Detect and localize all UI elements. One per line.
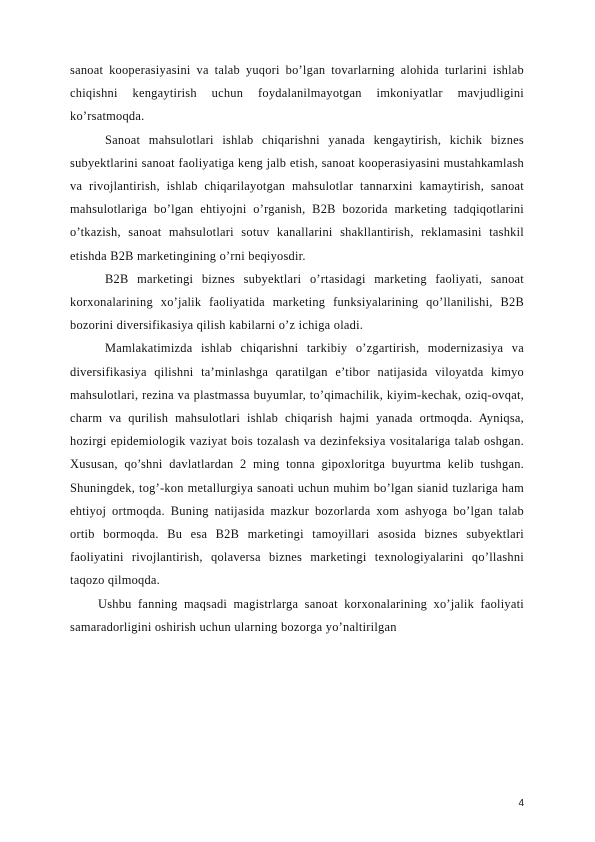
paragraph-continuation: sanoat kooperasiyasini va talab yuqori bo’lgan tovarlarning alohida turlarini ishlab chiqishni kengaytirish uchun foydalanilmayotgan imkoniyatlar mavjudligini ko’rsatmoqda.: [70, 63, 524, 124]
page-number: 4: [518, 798, 524, 809]
paragraph-b2b-marketing: B2B marketingi biznes subyektlari o’rtasidagi marketing faoliyati, sanoat korxonalarining xo’jalik faoliyatida marketing funksiyalarining qo’llanilishi, B2B bozorini diversifikasiya qilish kabilarni o’z ichiga oladi.: [70, 271, 524, 333]
paragraph-modernization: Mamlakatimizda ishlab chiqarishni tarkibiy o’zgartirish, modernizasiya va diversifikasiya qilishni ta’minlashga qaratilgan e’tibor natijasida viloyatda kimyo mahsulotlari, rezina va plastmassa buyumlar, to’qimachilik, kiyim-kechak, oziq-ovqat, charm va qurilish mahsulotlari ishlab chiqarish hajmi yanada ortmoqda. Ayniqsa, hozirgi epidemiologik vaziyat bois tozalash va dezinfeksiya vositalariga talab oshgan. Xususan, qo’shni davlatlardan 2 ming tonna gipoxloritga buyurtma kelib tushgan. Shuningdek, tog’-kon metallurgiya sanoati uchun muhim bo’lgan sianid tuzlariga ham ehtiyoj ortmoqda. Buning natijasida mazkur bozorlarda xom ashyoga bo’lgan talab ortib bormoqda. Bu esa B2B marketingi tamoyillari asosida biznes subyektlari faoliyatini rivojlantirish, qolaversa biznes marketingi texnologiyalarini qo’llashni taqozo qilmoqda.: [70, 341, 524, 588]
document-page: [70, 59, 524, 639]
paragraph-industrial-products: Sanoat mahsulotlari ishlab chiqarishni yanada kengaytirish, kichik biznes subyektlarini sanoat faoliyatiga keng jalb etish, sanoat kooperasiyasini mustahkamlash va rivojlantirish, ishlab chiqarilayotgan mahsulotlar tannarxini kamaytirish, sanoat mahsulotlariga bo’lgan ehtiyojni o’rganish, B2B bozorida marketing tadqiqotlarini o’tkazish, sanoat mahsulotlari sotuv kanallarini shakllantirish, reklamasini tashkil etishda B2B marketingining o’rni beqiyosdir.: [70, 132, 524, 263]
paragraph-course-goal: Ushbu fanning maqsadi magistrlarga sanoat korxonalarining xo’jalik faoliyati samaradorligini oshirish uchun ularning bozorga yo’naltirilgan: [70, 596, 524, 634]
